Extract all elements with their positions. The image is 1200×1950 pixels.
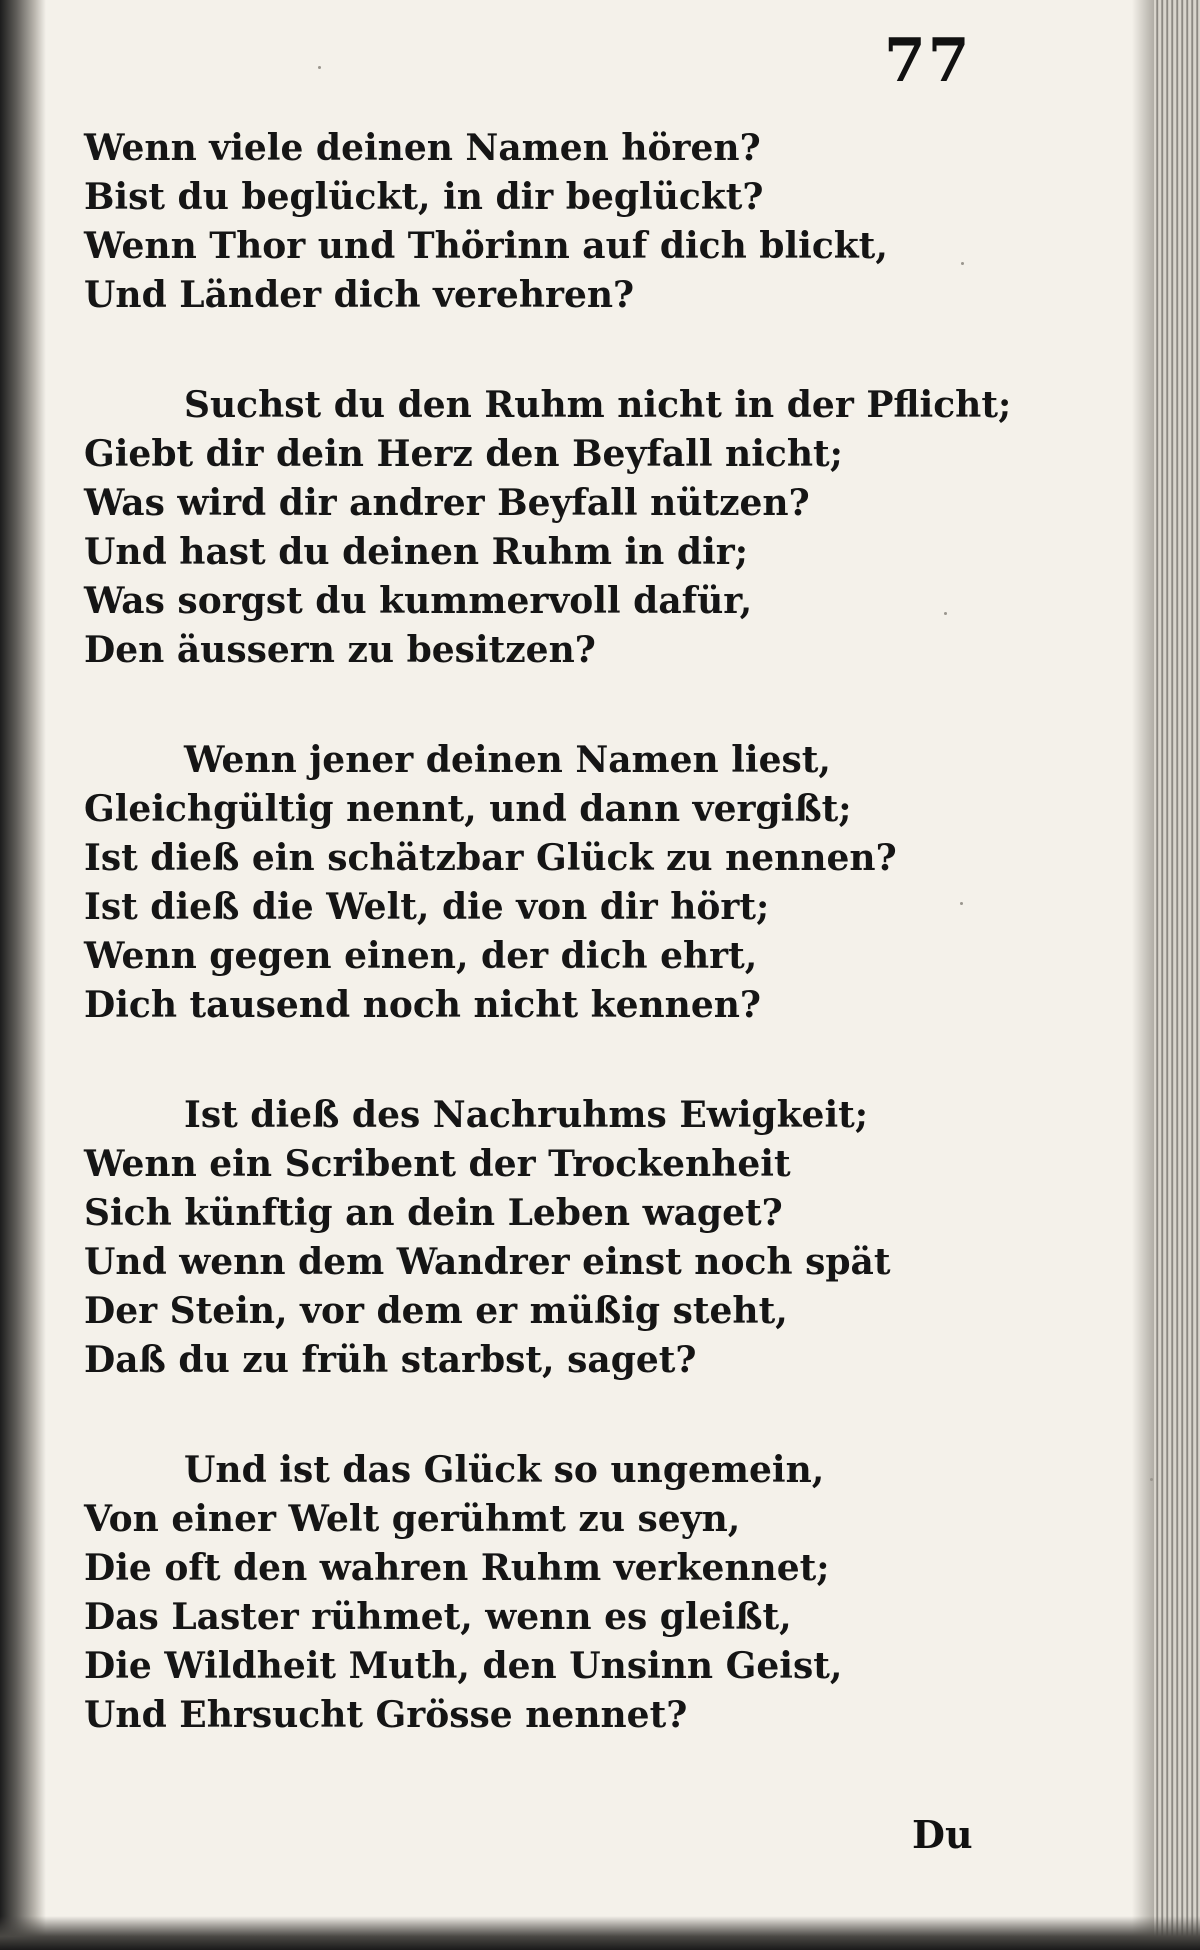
paper-speck [944, 612, 947, 615]
poem-line: Der Stein, vor dem er müßig steht, [84, 1290, 788, 1332]
poem-line: Daß du zu früh starbst, saget? [84, 1339, 697, 1381]
poem-line: Sich künftig an dein Leben waget? [84, 1192, 783, 1234]
poem-line: Ist dieß ein schätzbar Glück zu nennen? [84, 837, 897, 879]
poem-line: Das Laster rühmet, wenn es gleißt, [84, 1596, 792, 1638]
stanza [84, 736, 984, 1030]
poem-line: Und Länder dich verehren? [84, 274, 635, 316]
stanza [84, 1091, 984, 1385]
poem-line: Wenn jener deinen Namen liest, [184, 739, 831, 781]
poem-line: Giebt dir dein Herz den Beyfall nicht; [84, 433, 843, 475]
poem-line: Wenn viele deinen Namen hören? [84, 127, 761, 169]
poem-line: Den äussern zu besitzen? [84, 629, 596, 671]
poem-line: Von einer Welt gerühmt zu seyn, [84, 1498, 741, 1540]
stanza [84, 381, 1012, 675]
page-number: 77 [884, 26, 972, 96]
poem-line: Ist dieß die Welt, die von dir hört; [84, 886, 770, 928]
poem-line: Die Wildheit Muth, den Unsinn Geist, [84, 1645, 843, 1687]
page-edge-shadow [1132, 0, 1154, 1950]
poem-line: Und ist das Glück so ungemein, [184, 1449, 825, 1491]
poem-line: Wenn Thor und Thörinn auf dich blickt, [84, 225, 888, 267]
poem-line: Und wenn dem Wandrer einst noch spät [84, 1241, 891, 1283]
stanza [84, 1446, 984, 1740]
paper-speck [1150, 1478, 1153, 1481]
page-gutter-shadow [0, 0, 46, 1950]
bottom-edge-shadow [0, 1916, 1200, 1950]
paper-speck [961, 262, 964, 265]
poem-line: Was sorgst du kummervoll dafür, [84, 580, 753, 622]
catchword: Du [912, 1812, 973, 1857]
poem-line: Bist du beglückt, in dir beglückt? [84, 176, 764, 218]
poem-line: Suchst du den Ruhm nicht in der Pflicht; [184, 384, 1012, 426]
paper-speck [318, 66, 321, 69]
poem-line: Und Ehrsucht Grösse nennet? [84, 1694, 688, 1736]
poem-text [84, 124, 1012, 1801]
poem-line: Was wird dir andrer Beyfall nützen? [84, 482, 810, 524]
stanza [84, 124, 984, 320]
poem-line: Die oft den wahren Ruhm verkennet; [84, 1547, 830, 1589]
poem-line: Und hast du deinen Ruhm in dir; [84, 531, 748, 573]
poem-line: Dich tausend noch nicht kennen? [84, 984, 761, 1026]
poem-line: Ist dieß des Nachruhms Ewigkeit; [184, 1094, 869, 1136]
poem-line: Wenn gegen einen, der dich ehrt, [84, 935, 758, 977]
page-stack-edge [1154, 0, 1200, 1950]
poem-line: Wenn ein Scribent der Trockenheit [84, 1143, 791, 1185]
paper-speck [960, 902, 963, 905]
poem-line: Gleichgültig nennt, und dann vergißt; [84, 788, 852, 830]
